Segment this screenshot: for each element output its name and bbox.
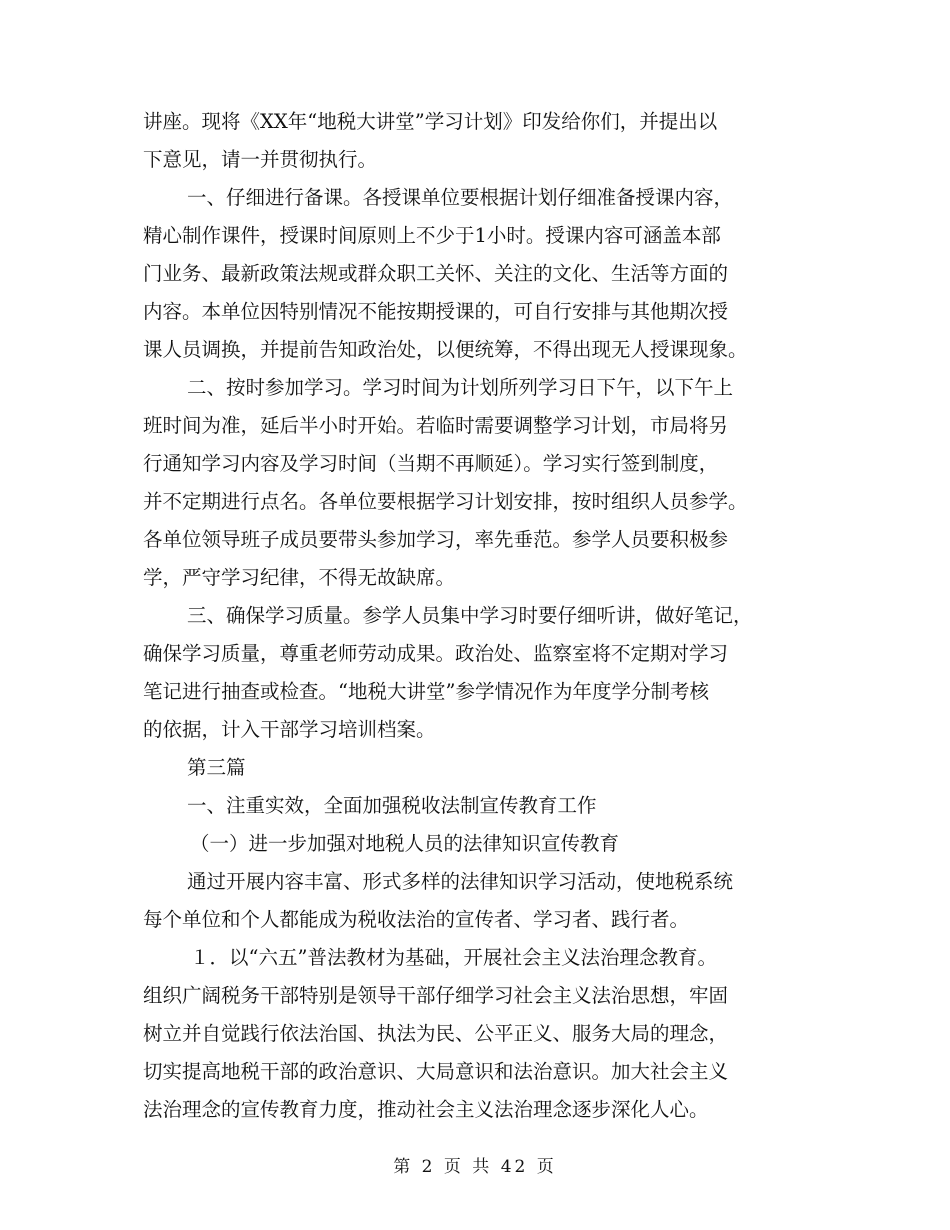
text-line: 各单位领导班子成员要带头参加学习，率先垂范。参学人员要积极参 xyxy=(143,528,729,551)
text-line: 切实提高地税干部的政治意识、大局意识和法治意识。加大社会主义 xyxy=(143,1060,729,1083)
text-line: 的依据，计入干部学习培训档案。 xyxy=(143,718,436,741)
text-line: 法治理念的宣传教育力度，推动社会主义法治理念逐步深化人心。 xyxy=(143,1098,709,1121)
section-heading: 一、注重实效，全面加强税收法制宣传教育工作 xyxy=(187,794,597,817)
text-line: 组织广阔税务干部特别是领导干部仔细学习社会主义法治思想，牢固 xyxy=(143,984,729,1007)
text-line: 门业务、最新政策法规或群众职工关怀、关注的文化、生活等方面的 xyxy=(143,262,729,285)
paragraph-start-line: 通过开展内容丰富、形式多样的法律知识学习活动，使地税系统 xyxy=(187,870,734,893)
text-line: 精心制作课件，授课时间原则上不少于1小时。授课内容可涵盖本部 xyxy=(143,224,721,247)
part-heading: 第三篇 xyxy=(187,756,246,779)
text-line: 学，严守学习纪律，不得无故缺席。 xyxy=(143,566,456,589)
section-heading-line: 三、确保学习质量。参学人员集中学习时要仔细听讲，做好笔记， xyxy=(187,604,753,627)
document-body xyxy=(143,103,808,1129)
text-line: 下意见，请一并贯彻执行。 xyxy=(143,148,378,171)
text-line: 确保学习质量，尊重老师劳动成果。政治处、监察室将不定期对学习 xyxy=(143,642,729,665)
text-line: 内容。本单位因特别情况不能按期授课的，可自行安排与其他期次授 xyxy=(143,300,729,323)
text-line: 树立并自觉践行依法治国、执法为民、公平正义、服务大局的理念， xyxy=(143,1022,729,1045)
text-line: 每个单位和个人都能成为税收法治的宣传者、学习者、践行者。 xyxy=(143,908,690,931)
subsection-heading: （一）进一步加强对地税人员的法律知识宣传教育 xyxy=(190,832,620,855)
section-heading-line: 二、按时参加学习。学习时间为计划所列学习日下午，以下午上 xyxy=(187,376,734,399)
page-number-footer: 第 2 页 共 42 页 xyxy=(393,1157,557,1177)
text-line: 笔记进行抽查或检查。“地税大讲堂”参学情况作为年度学分制考核 xyxy=(143,680,709,703)
text-line: 课人员调换，并提前告知政治处，以便统筹，不得出现无人授课现象。 xyxy=(143,338,748,361)
section-heading-line: 一、仔细进行备课。各授课单位要根据计划仔细准备授课内容， xyxy=(187,186,734,209)
numbered-item-line: １．以“六五”普法教材为基础，开展社会主义法治理念教育。 xyxy=(190,946,717,969)
text-line: 讲座。现将《XX年“地税大讲堂”学习计划》印发给你们，并提出以 xyxy=(143,110,718,133)
text-line: 并不定期进行点名。各单位要根据学习计划安排，按时组织人员参学。 xyxy=(143,490,748,513)
text-line: 班时间为准，延后半小时开始。若临时需要调整学习计划，市局将另 xyxy=(143,414,729,437)
text-line: 行通知学习内容及学习时间（当期不再顺延）。学习实行签到制度， xyxy=(143,452,719,475)
